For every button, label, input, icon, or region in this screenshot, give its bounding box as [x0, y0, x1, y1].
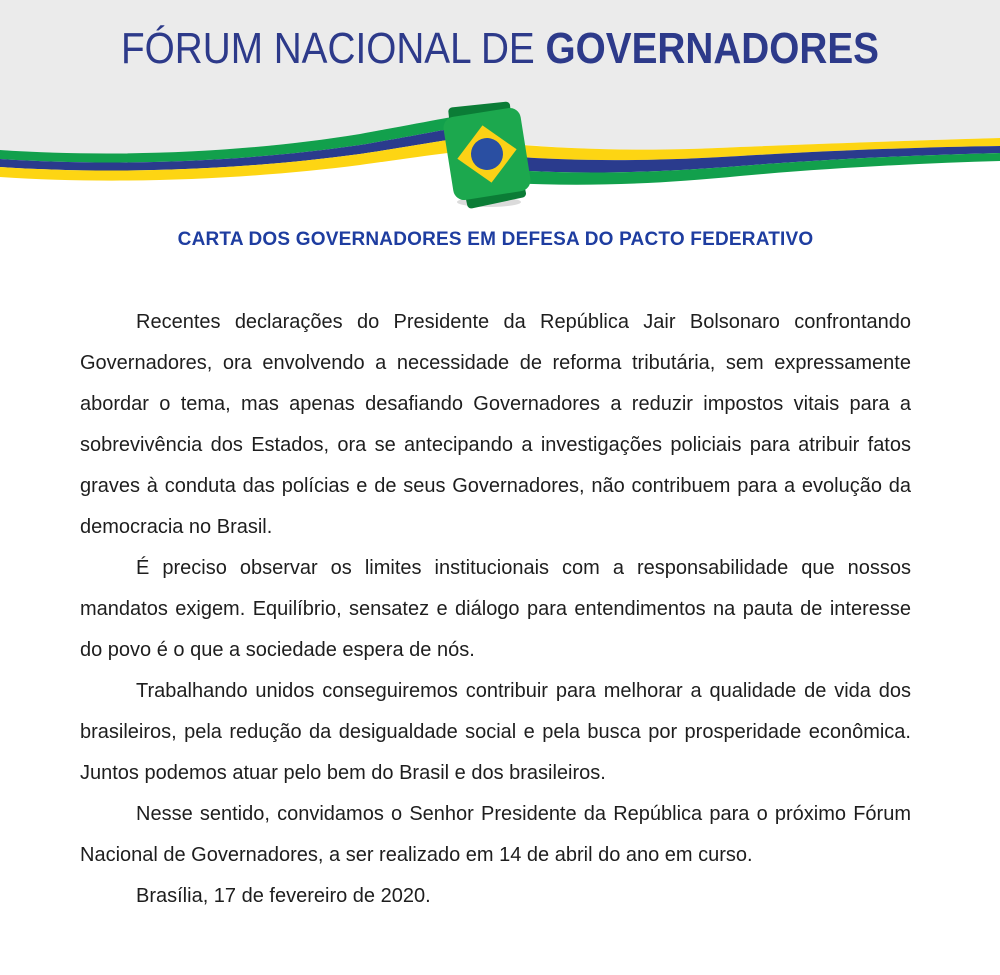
dateline: Brasília, 17 de fevereiro de 2020. [136, 885, 431, 907]
letterhead [0, 0, 1000, 210]
letter-text [80, 302, 911, 917]
letter-title: CARTA DOS GOVERNADORES EM DEFESA DO PACTO FEDERATIVO [177, 229, 814, 250]
letter-body [80, 226, 911, 917]
organization-name [60, 25, 940, 73]
organization-name-bold: GOVERNADORES [545, 24, 880, 73]
paragraph-4: Nesse sentido, convidamos o Senhor Presidente da República para o próximo Fórum Nacional de Governadores, a ser realizado em 14 de abril do ano em curso. [80, 803, 911, 866]
paragraph-2: É preciso observar os limites institucionais com a responsabilidade que nossos mandatos exigem. Equilíbrio, sensatez e diálogo para entendimentos na pauta de interesse do povo é o que a sociedade espera de nós. [80, 557, 911, 661]
paragraph-3: Trabalhando unidos conseguiremos contribuir para melhorar a qualidade de vida dos brasileiros, pela redução da desigualdade social e pela busca por prosperidade econômica. Juntos podemos atuar pelo bem do Brasil e dos brasileiros. [80, 680, 911, 784]
organization-name-regular: FÓRUM NACIONAL DE [120, 24, 546, 73]
paragraph-1: Recentes declarações do Presidente da República Jair Bolsonaro confrontando Governadores, ora envolvendo a necessidade de reforma tributária, sem expressamente abordar o tema, mas apenas desafiando Governadores a reduzir impostos vitais para a sobrevivência dos Estados, ora se antecipando a investigações policiais para atribuir fatos graves à conduta das polícias e de seus Governadores, não contribuem para a evolução da democracia no Brasil. [80, 311, 911, 538]
